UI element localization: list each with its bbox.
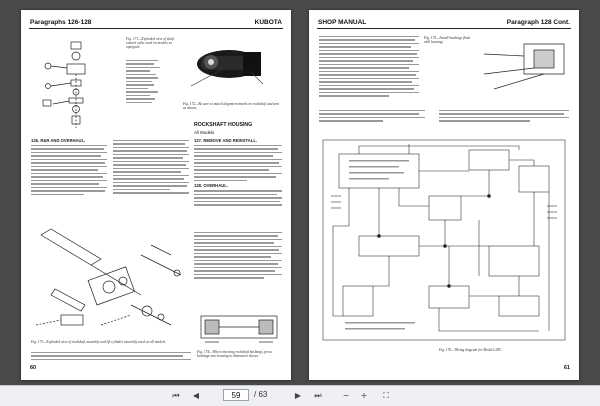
fit-page-icon[interactable]: ⛶ [383,390,389,400]
fig-172-photo [181,34,281,100]
para-126-text [31,138,107,222]
next-page-button[interactable]: ▶ [294,391,302,400]
previous-page-button[interactable]: ◀ [192,391,200,400]
left-page-header-brand: KUBOTA [254,19,282,26]
fig-174-caption: Fig. 174—When renewing rockshaft bushings, press bushings into housing to dimension shown. [197,350,272,359]
total-pages-label: / 63 [254,390,268,399]
fig-171-drawing [31,36,123,134]
zoom-in-icon[interactable]: + [360,391,368,400]
right-page-number: 61 [563,365,570,371]
para-127-title: 127. REMOVE AND REINSTALL. [194,138,258,143]
right-page-header-section: Paragraph 128 Cont. [506,19,570,26]
header-rule [317,28,571,29]
right-page [309,10,579,380]
fig-173-drawing [31,225,191,340]
fig-176-wiring-diagram [319,136,569,346]
para-126-title: 126. R&R AND OVERHAUL. [31,138,86,143]
left-page-number: 60 [30,365,37,371]
section-subtitle: All Models [194,130,215,135]
fig-176-caption: Fig. 176—Wiring diagram for Model L285. [439,348,502,352]
navigation-toolbar [0,385,600,406]
fig-173-legend [31,350,191,368]
para-128-cont-text-2 [319,108,425,134]
para-128-cont-text-3 [439,108,569,134]
fig-172-caption: Fig. 172—Be sure to match alignment marks on rockshaft and arm as shown. [183,102,280,111]
para-126-continued [113,138,189,222]
first-page-icon[interactable]: ⏮ [172,390,180,400]
zoom-out-icon[interactable]: − [342,391,350,400]
para-127-text [194,138,282,228]
right-page-header-title: SHOP MANUAL [318,19,367,26]
section-title-rockshaft: ROCKSHAFT HOUSING [194,122,253,128]
last-page-icon[interactable]: ⏭ [314,390,322,400]
para-128-title: 128. OVERHAUL. [194,183,228,189]
header-rule [29,28,283,29]
fig-175-caption: Fig. 175—Install bushings flush with housing. [424,36,471,45]
left-page [21,10,291,380]
fig-173-caption: Fig. 173—Exploded view of rockshaft assembly and lift cylinder assembly used on all models. [31,340,166,344]
page-number-input[interactable] [223,389,249,401]
left-page-header-title: Paragraphs 126-128 [30,19,92,26]
fig-174-drawing [197,310,281,350]
fig-171-caption: Fig. 171—Exploded view of shaft control valve used on models so equipped. [126,37,175,50]
fig-171-legend [126,58,166,124]
para-128-text [194,230,282,312]
